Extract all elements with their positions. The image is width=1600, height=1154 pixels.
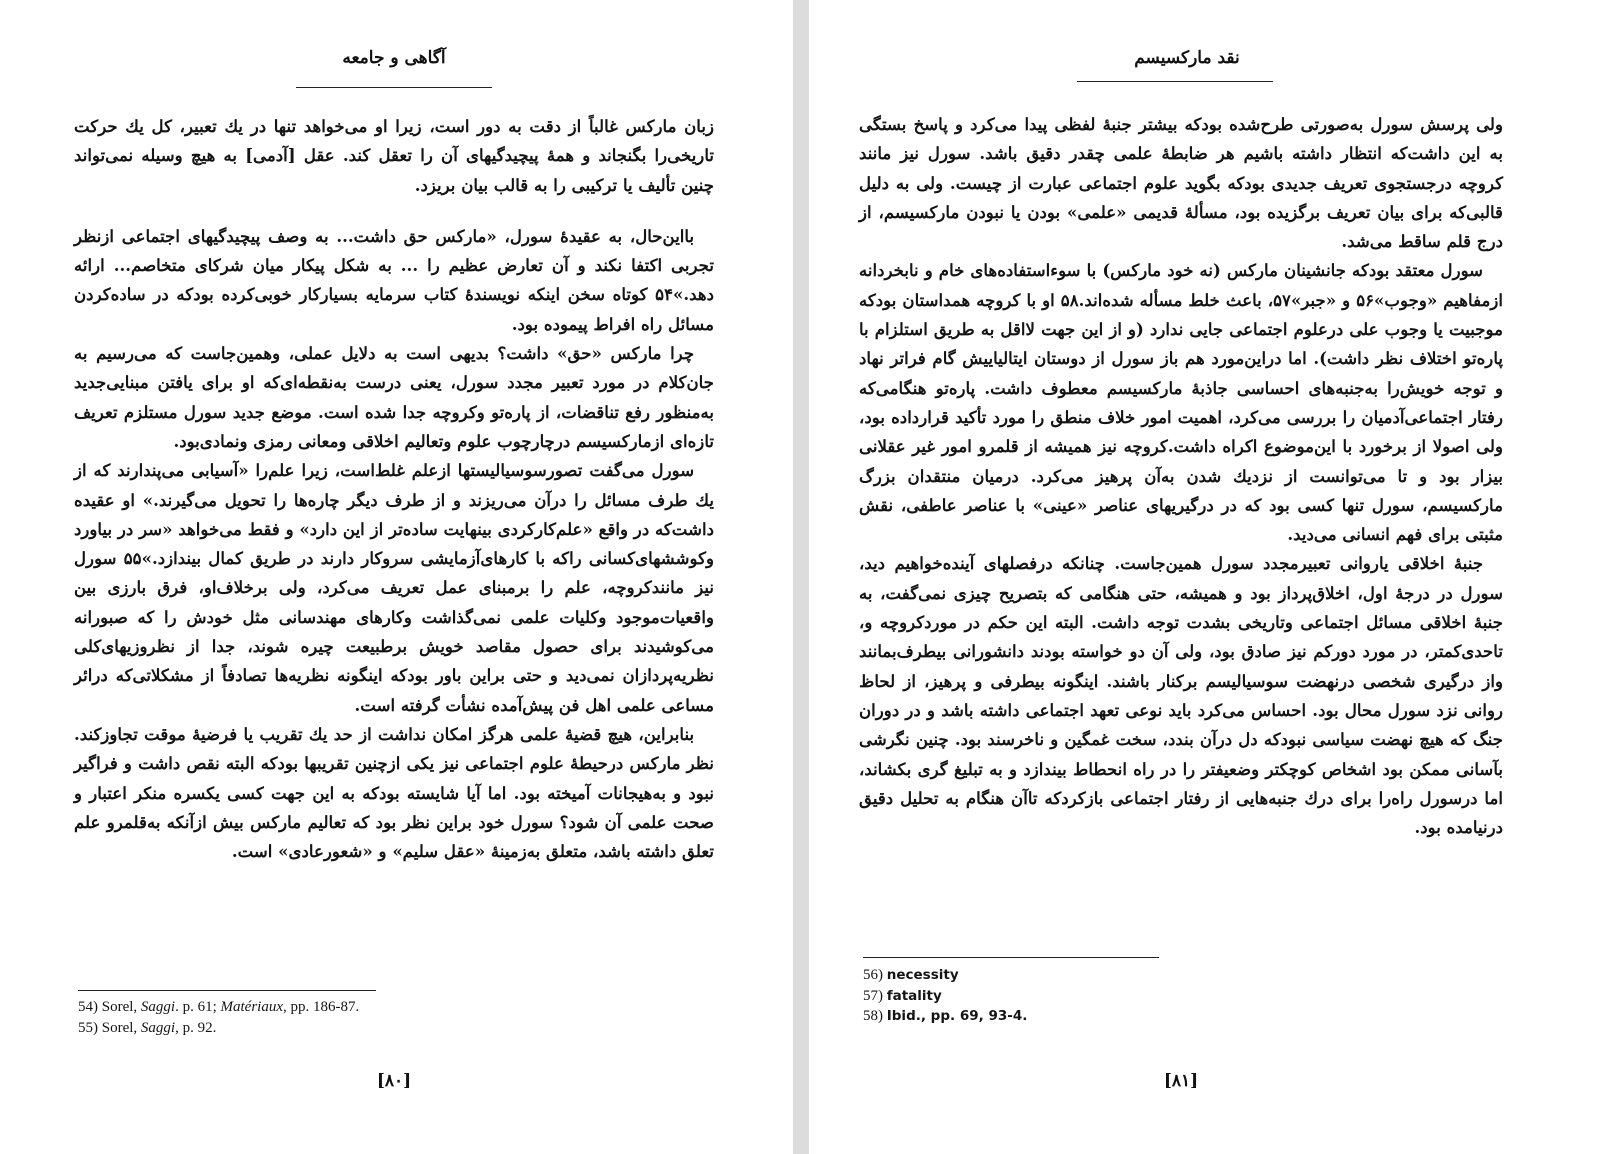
footnote-54: 54) Sorel, Saggi. p. 61; Matériaux, pp. 186-87. <box>78 999 360 1015</box>
paragraph: زبان مارکس غالباً از دقت به دور است، زیرا او می‌خواهد تنها در یك تعبیر، کل یك حرکت تاریخی‌را بگنجاند و همهٔ پیچیدگیهای آن را تعقل کند. عقل [آدمی] به هیچ وسیله نمی‌تواند چنین تألیف یا ترکیبی را به قالب بیان بریزد. <box>74 116 714 195</box>
header-rule-right <box>1077 81 1273 82</box>
spread-gutter <box>793 0 809 1154</box>
footnote-57: 57) fatality <box>863 987 942 1004</box>
paragraph: سورل می‌گفت تصورسوسیالیستها ازعلم غلط‌است، زیرا علم‌را «آسیابی می‌پندارند که از یك طرف مسائل را درآن می‌ریزند و از طرف دیگر چاره‌ها را تحویل می‌گیرند.» او عقیده داشت‌که در واقع «علم‌کارکردی بینهایت ساده‌تر از این دارد» و فقط می‌خواهد «سر در بیاورد وکوششهای‌کسانی راکه با کارهای‌آزمایشی سروکار دارند در طریق کمال بیندازد.»۵۵ سورل نیز مانندکروچه، علم را برمبنای عمل تعریف می‌کرد، ولی برخلاف‌او، فرق بارزی بین واقعیات‌موجود وکلیات علمی نمی‌گذاشت وکارهای مهندسانی مثل خودش را که صبورانه می‌کوشیدند برای حصول مقاصد خویش برطبیعت چیره شوند، جدا از نظروزیهای‌کلی نظریه‌پردازان نمی‌دید و حتی براین باور بودکه اینگونه نظریه‌ها تصادفاً از مشکلاتی‌که درائر مساعی علمی اهل فن پیش‌آمده نشأت گرفته است. <box>74 460 714 715</box>
footnote-56: 56) necessity <box>863 967 959 983</box>
footnote-rule-right <box>863 957 1159 958</box>
right-page <box>809 0 1600 1154</box>
header-rule-left <box>296 87 492 88</box>
footnote-58: 58) Ibid., pp. 69, 93-4. <box>863 1008 1028 1024</box>
left-body-text <box>74 112 714 866</box>
paragraph: بااین‌حال، به عقیدهٔ سورل، «مارکس حق داشت... به وصف پیچیدگیهای اجتماعی ازنظر تجربی اکتفا نکند و آن تعارض عظیم را ... به شکل پیکار میان شرکای متخاصم... ارائه دهد.»۵۴ کوتاه سخن اینکه نویسندهٔ کتاب سرمایه بسیارکار خوبی‌کرده بودکه در ساده‌کردن مسائل راه افراط پیموده بود. <box>74 225 714 334</box>
paragraph: سورل معتقد بودکه جانشینان مارکس (نه خود مارکس) با سوءاستفاده‌های خام و نابخردانه ازمفاهیم «وجوب»۵۶ و «جبر»۵۷، باعث خلط مسأله شده‌اند.۵۸ او با کروچه همداستان بودکه موجبیت یا وجوب علی درعلوم اجتماعی جایی ندارد (و از این جهت لااقل به طریق استلزام با پاره‌تو اختلاف نظر داشت). اما دراین‌مورد هم باز سورل از دوستان ایتالیاییش گام فراتر نهاد و توجه خویش‌را به‌جنبه‌های احساسی جاذبهٔ مارکسیسم معطوف داشت. پاره‌تو هنگامی‌که رفتار اجتماعی‌آدمیان را بررسی می‌کرد، اهمیت امور خلاف منطق را مورد تأکید قرارداده بود، ولی اصولا از برخورد با این‌موضوع اکراه داشت.کروچه نیز همیشه از قلمرو امور غیر عقلانی بیزار بود و تا می‌توانست از نزدیك شدن به‌آن پرهیز می‌کرد. درمیان منتقدان بزرگ مارکسیسم، سورل تنها کسی بود که در درگیریهای عناصر «عینی» با عناصر عاطفی، نقش مثبتی برای فهم انسانی می‌دید. <box>859 260 1504 545</box>
running-header-left: آگاهی و جامعه <box>342 48 446 68</box>
paragraph: جنبهٔ اخلاقی یاروانی تعبیرمجدد سورل همین‌جاست. چنانکه درفصلهای آینده‌خواهیم دید، سورل در درجهٔ اول، اخلاق‌پرداز بود و همیشه، حتی هنگامی که بتصریح چیزی نمی‌گفت، به جنبهٔ اخلاقی مسائل اجتماعی وتاریخی بشدت توجه داشت. البته این حکم در موردکروچه و، تاحدی‌کمتر، در مورد دورکم نیز صادق بود، ولی آن دو خواسته بودند دانشورانی بیطرف‌بمانند واز درگیری شخصی درنهضت سوسیالیسم برکنار باشند. اینگونه بیطرفی و پرهیز، از لحاظ روانی نزد سورل محال بود. احساس می‌کرد باید نوعی تعهد اجتماعی داشته باشد و در دوران جنگ که هیچ نهضت سیاسی نبودکه دل درآن بندد، سخت غمگین و ناخرسند بود. چنین نگرشی بآسانی ممکن بود اشخاص کوچکتر وضعیفتر را در راه انحطاط بیندازد و به تبلیغ گری بکشاند، اما درسورل راه‌را برای درك جنبه‌هایی از رفتار اجتماعی بازکردکه تاآن هنگام به تحلیل دقیق درنیامده بود. <box>859 553 1503 838</box>
paragraph: بنابراین، هیچ قضیهٔ علمی هرگز امکان نداشت از حد یك تقریب یا فرضیهٔ موقت تجاوزکند. نظر مارکس درحیطهٔ علوم اجتماعی نیز یکی ازچنین تقریبها بودکه البته نقص داشت و فراگیر نبود و به‌هیجانات آمیخته بود. اما آیا شایسته بودکه به این جهت کسی یکسره منکر اعتبار و صحت علمی آن شود؟ سورل خود براین نظر بود که تعالیم مارکس بیش ازآنکه به‌قلمرو علم تعلق داشته باشد، متعلق به‌زمینهٔ «عقل سلیم» و «شعورعادی» است. <box>74 723 714 862</box>
footnotes-left <box>78 997 678 1038</box>
footnote-55: 55) Sorel, Saggi, p. 92. <box>78 1019 217 1036</box>
footnotes-right <box>863 965 1363 1027</box>
page-number-right: [۸۱] <box>1163 1071 1199 1091</box>
footnote-rule-left <box>78 990 376 991</box>
paragraph: چرا مارکس «حق» داشت؟ بدیهی است به دلایل عملی، وهمین‌جاست که می‌رسیم به جان‌کلام در مورد تعبیر مجدد سورل، یعنی درست به‌نقطه‌ای‌که او برای یافتن مبنایی‌جدید به‌منظور رفع تناقضات، از پاره‌تو وکروچه جدا شده است. موضع جدید سورل مستلزم تعریف تازه‌ای ازمارکسیسم درچارچوب علوم وتعالیم اخلاقی ومعانی رمزی ونمادی‌بود. <box>74 343 714 451</box>
right-body-text <box>859 110 1503 842</box>
page-number-left: [۸۰] <box>376 1071 412 1091</box>
paragraph: ولی پرسش سورل به‌صورتی طرح‌شده بودکه بیشتر جنبهٔ لفظی پیدا می‌کرد و پاسخ بستگی به این داشت‌که انتظار داشته باشیم هر ضابطهٔ علمی چقدر دقیق باشد. سورل نیز مانند کروچه درجستجوی تعریف جدیدی بودکه بگوید علوم اجتماعی عبارت از چیست. ولی به دلیل قالبی‌که برای بیان تعریف برگزیده بود، مسألهٔ قدیمی «علمی» بودن یا نبودن مارکسیسم، از درج قلم ساقط می‌شد. <box>859 114 1503 252</box>
running-header-right: نقد مارکسیسم <box>1134 48 1240 68</box>
left-page <box>0 0 793 1154</box>
